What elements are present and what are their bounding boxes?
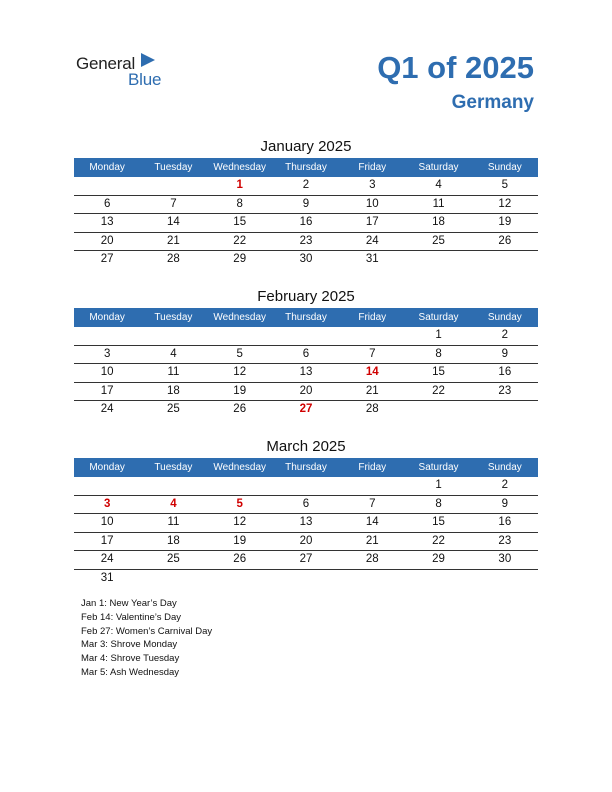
weekday-header [74, 158, 538, 177]
week-row [74, 196, 538, 215]
week-row [74, 251, 538, 269]
weekday-label: Tuesday [154, 312, 193, 323]
day-cell: 13 [299, 516, 313, 528]
day-cell: 12 [233, 366, 247, 378]
day-cell: 13 [299, 366, 313, 378]
holiday-item: Feb 27: Women’s Carnival Day [81, 625, 213, 637]
day-cell: 1 [435, 329, 442, 341]
day-cell: 29 [233, 253, 247, 265]
day-cell: 3 [103, 497, 111, 510]
weekday-label: Monday [89, 162, 125, 173]
day-cell: 27 [100, 253, 114, 265]
holiday-item: Feb 14: Valentine’s Day [81, 611, 181, 623]
day-cell [405, 251, 471, 269]
day-cell: 22 [432, 384, 445, 397]
day-cell: 4 [170, 347, 177, 360]
week-row [74, 533, 538, 552]
day-cell: 8 [435, 347, 442, 360]
day-cell: 20 [299, 384, 313, 397]
day-cell: 27 [299, 403, 313, 415]
weekday-label: Friday [358, 162, 387, 173]
weekday-label: Sunday [487, 162, 522, 173]
holiday-item: Mar 4: Shrove Tuesday [81, 653, 180, 665]
day-cell: 21 [167, 234, 180, 247]
day-cell: 24 [100, 553, 114, 565]
day-cell: 28 [365, 553, 379, 565]
weekday-label: Tuesday [154, 462, 193, 473]
day-cell [140, 327, 206, 345]
day-cell: 5 [236, 497, 243, 510]
day-cell: 22 [233, 234, 247, 247]
day-cell [405, 401, 471, 419]
day-cell: 6 [302, 347, 310, 360]
day-cell: 16 [498, 366, 512, 378]
day-cell: 30 [299, 253, 313, 265]
day-cell: 27 [299, 553, 313, 565]
day-cell: 6 [103, 197, 111, 210]
day-cell [74, 177, 140, 195]
weekday-label: Saturday [418, 312, 459, 323]
week-row [74, 233, 538, 252]
week-row [74, 570, 538, 588]
day-cell: 31 [100, 571, 114, 584]
day-cell: 9 [501, 347, 509, 360]
month-title: March 2025 [266, 438, 346, 455]
day-cell: 9 [501, 497, 509, 510]
day-cell: 29 [432, 553, 445, 565]
holiday-item: Mar 3: Shrove Monday [81, 639, 178, 651]
day-cell: 9 [302, 197, 310, 210]
day-cell: 1 [236, 179, 243, 191]
day-cell: 25 [167, 403, 180, 415]
day-cell: 15 [233, 216, 247, 228]
day-cell [207, 570, 273, 588]
day-cell: 23 [498, 384, 512, 397]
day-cell: 25 [167, 553, 180, 565]
week-row [74, 383, 538, 402]
holiday-item: Mar 5: Ash Wednesday [81, 666, 180, 678]
day-cell [207, 477, 273, 495]
day-cell: 18 [167, 384, 180, 397]
logo-flag-icon [141, 53, 155, 67]
day-cell [472, 570, 538, 588]
day-cell: 8 [236, 197, 243, 210]
holiday-item: Jan 1: New Year’s Day [81, 598, 177, 609]
weekday-label: Sunday [487, 312, 522, 323]
day-cell: 19 [233, 384, 247, 397]
week-row [74, 496, 538, 515]
day-cell: 12 [233, 516, 247, 528]
week-row [74, 327, 538, 346]
day-cell: 13 [100, 216, 114, 228]
day-cell: 21 [365, 534, 379, 547]
day-cell: 17 [100, 384, 114, 397]
day-cell: 18 [432, 216, 445, 228]
week-row [74, 364, 538, 383]
weekday-label: Monday [89, 462, 125, 473]
weekday-label: Thursday [285, 312, 327, 323]
day-cell: 10 [365, 197, 379, 210]
day-cell: 28 [365, 403, 379, 415]
day-cell [273, 570, 339, 588]
day-cell: 14 [365, 516, 379, 528]
day-cell: 7 [170, 197, 177, 210]
day-cell: 2 [501, 479, 509, 491]
day-cell: 19 [233, 534, 247, 547]
day-cell: 4 [435, 179, 442, 191]
day-cell: 20 [100, 234, 114, 247]
day-cell: 28 [167, 253, 180, 265]
month-calendar [74, 136, 538, 269]
day-cell [74, 327, 140, 345]
day-cell: 12 [498, 197, 512, 210]
weekday-label: Saturday [418, 162, 459, 173]
month-title: January 2025 [260, 138, 352, 155]
day-cell: 15 [432, 516, 445, 528]
weekday-label: Sunday [487, 462, 522, 473]
day-cell: 5 [501, 179, 509, 191]
weekday-label: Thursday [285, 162, 327, 173]
day-cell: 26 [233, 553, 247, 565]
month-title: February 2025 [257, 288, 355, 305]
day-cell: 22 [432, 534, 445, 547]
day-cell: 7 [369, 497, 376, 510]
weekday-label: Wednesday [213, 162, 267, 173]
day-cell: 1 [435, 479, 442, 491]
day-cell: 24 [100, 403, 114, 415]
day-cell: 31 [365, 253, 379, 265]
day-cell [273, 477, 339, 495]
weekday-label: Wednesday [213, 462, 267, 473]
day-cell: 24 [365, 234, 379, 247]
weekday-header [74, 308, 538, 327]
day-cell: 11 [167, 516, 180, 528]
day-cell [405, 570, 471, 588]
day-cell: 8 [435, 497, 442, 510]
weekday-label: Friday [358, 462, 387, 473]
day-cell: 26 [233, 403, 247, 415]
day-cell: 15 [432, 366, 445, 378]
day-cell: 30 [498, 553, 512, 565]
day-cell: 21 [365, 384, 379, 397]
holiday-list [81, 597, 212, 680]
day-cell: 19 [498, 216, 512, 228]
day-cell [140, 477, 206, 495]
day-cell [207, 327, 273, 345]
day-cell: 23 [498, 534, 512, 547]
day-cell: 10 [100, 366, 114, 378]
week-row [74, 551, 538, 570]
day-cell: 11 [167, 366, 180, 378]
day-cell [140, 177, 206, 195]
logo-general-text: General [76, 54, 136, 73]
page-title: Q1 of 2025 [377, 50, 534, 85]
day-cell: 25 [432, 234, 445, 247]
day-cell: 6 [302, 497, 310, 510]
week-row [74, 177, 538, 196]
day-cell: 20 [299, 534, 313, 547]
month-calendar [74, 286, 538, 419]
day-cell: 23 [299, 234, 313, 247]
day-cell: 26 [498, 234, 512, 247]
day-cell: 3 [103, 347, 111, 360]
week-row [74, 346, 538, 365]
day-cell [273, 327, 339, 345]
weekday-label: Tuesday [154, 162, 193, 173]
day-cell: 17 [100, 534, 114, 547]
day-cell: 7 [369, 347, 376, 360]
day-cell: 11 [432, 197, 445, 210]
day-cell [140, 570, 206, 588]
day-cell [472, 251, 538, 269]
weekday-label: Friday [358, 312, 387, 323]
week-row [74, 401, 538, 419]
day-cell: 2 [501, 329, 509, 341]
week-row [74, 514, 538, 533]
day-cell: 5 [236, 347, 243, 360]
day-cell: 14 [365, 366, 379, 378]
weekday-label: Wednesday [213, 312, 267, 323]
day-cell [472, 401, 538, 419]
day-cell: 16 [299, 216, 313, 228]
weekday-header [74, 458, 538, 477]
day-cell: 3 [369, 179, 376, 191]
day-cell [74, 477, 140, 495]
day-cell: 10 [100, 516, 114, 528]
day-cell: 14 [167, 216, 180, 228]
day-cell [339, 570, 405, 588]
weekday-label: Monday [89, 312, 125, 323]
week-row [74, 214, 538, 233]
logo-blue-text: Blue [128, 70, 162, 89]
day-cell [339, 477, 405, 495]
country-name: Germany [451, 92, 534, 113]
day-cell: 2 [302, 179, 310, 191]
weekday-label: Thursday [285, 462, 327, 473]
day-cell: 18 [167, 534, 180, 547]
day-cell [339, 327, 405, 345]
week-row [74, 477, 538, 496]
weekday-label: Saturday [418, 462, 459, 473]
generalblue-logo [76, 52, 176, 88]
day-cell: 16 [498, 516, 512, 528]
month-calendar [74, 436, 538, 587]
day-cell: 4 [170, 497, 177, 510]
day-cell: 17 [365, 216, 379, 228]
